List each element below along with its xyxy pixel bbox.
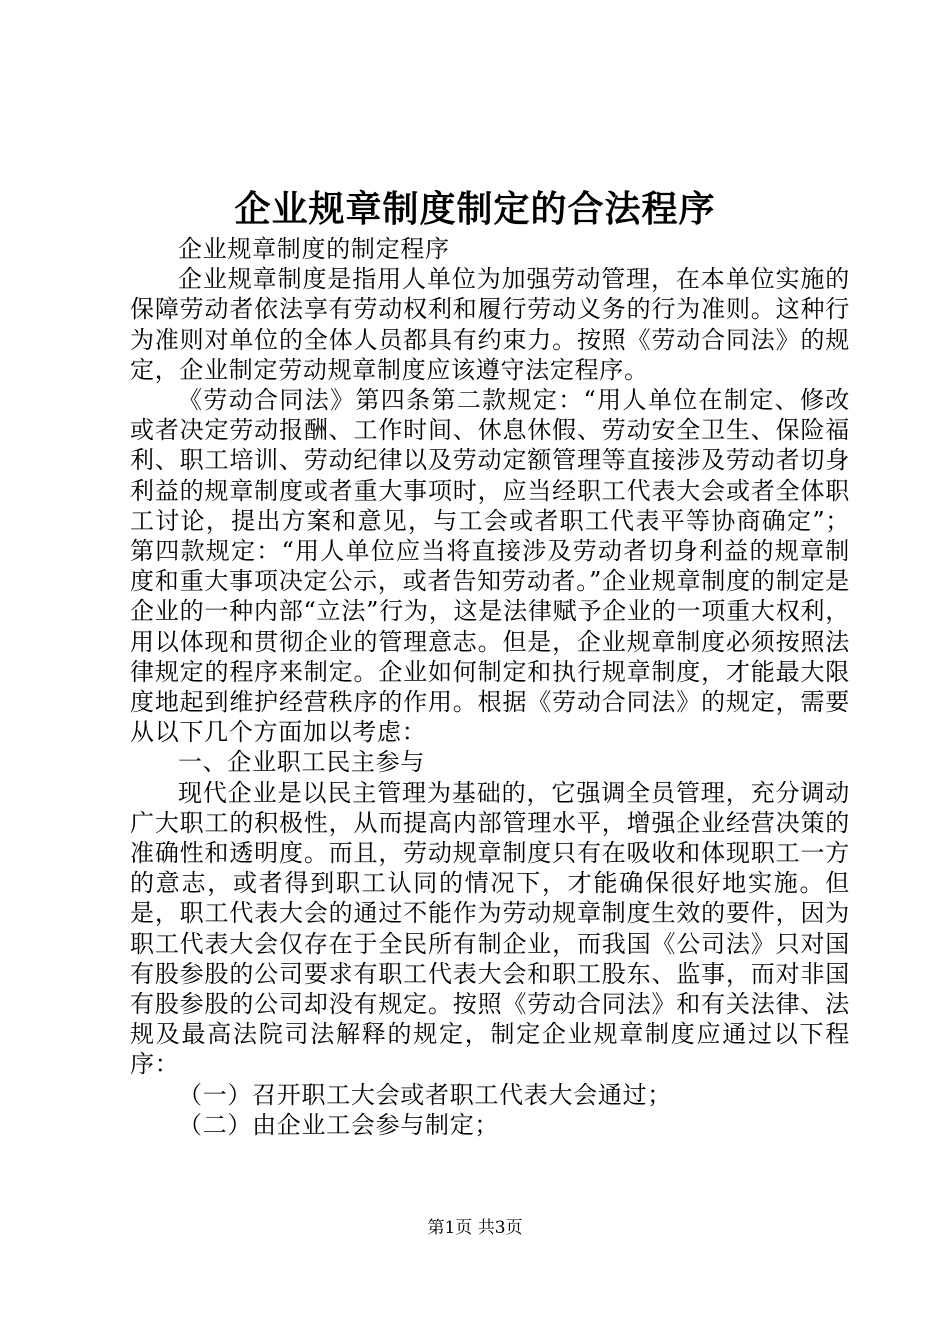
document-title: 企业规章制度制定的合法程序	[234, 188, 716, 230]
list-item: （二）由企业工会参与制定；	[178, 1110, 500, 1139]
section-heading: 一、企业职工民主参与	[178, 748, 425, 777]
body-paragraph: 企业规章制度是指用人单位为加强劳动管理，在本单位实施的保障劳动者依法享有劳动权利和履行劳动义务的行为准则。这种行为准则对单位的全体人员都具有约束力。按照《劳动合同法》的规定，企业制定劳动规章制度应该遵守法定程序。	[130, 265, 850, 384]
body-paragraph: 《劳动合同法》第四条第二款规定：“用人单位在制定、修改或者决定劳动报酬、工作时间、休息休假、劳动安全卫生、保险福利、职工培训、劳动纪律以及劳动定额管理等直接涉及劳动者切身利益的规章制度或者重大事项时，应当经职工代表大会或者全体职工讨论，提出方案和意见，与工会或者职工代表平等协商确定”；第四款规定：“用人单位应当将直接涉及劳动者切身利益的规章制度和重大事项决定公示，或者告知劳动者。”企业规章制度的制定是企业的一种内部“立法”行为，这是法律赋予企业的一项重大权利，用以体现和贯彻企业的管理意志。但是，企业规章制度必须按照法律规定的程序来制定。企业如何制定和执行规章制度，才能最大限度地起到维护经营秩序的作用。根据《劳动合同法》的规定，需要从以下几个方面加以考虑：	[130, 386, 850, 747]
body-paragraph: 现代企业是以民主管理为基础的，它强调全员管理，充分调动广大职工的积极性，从而提高内部管理水平，增强企业经营决策的准确性和透明度。而且，劳动规章制度只有在吸收和体现职工一方的意志，或者得到职工认同的情况下，才能确保很好地实施。但是，职工代表大会的通过不能作为劳动规章制度生效的要件，因为职工代表大会仅存在于全民所有制企业，而我国《公司法》只对国有股参股的公司要求有职工代表大会和职工股东、监事，而对非国有股参股的公司却没有规定。按照《劳动合同法》和有关法律、法规及最高法院司法解释的规定，制定企业规章制度应通过以下程序：	[130, 778, 850, 1079]
list-item: （一）召开职工大会或者职工代表大会通过；	[178, 1080, 672, 1109]
section-heading: 企业规章制度的制定程序	[178, 235, 450, 263]
page-number-footer: 第1页 共3页	[427, 1218, 523, 1238]
document-body	[130, 234, 850, 1140]
